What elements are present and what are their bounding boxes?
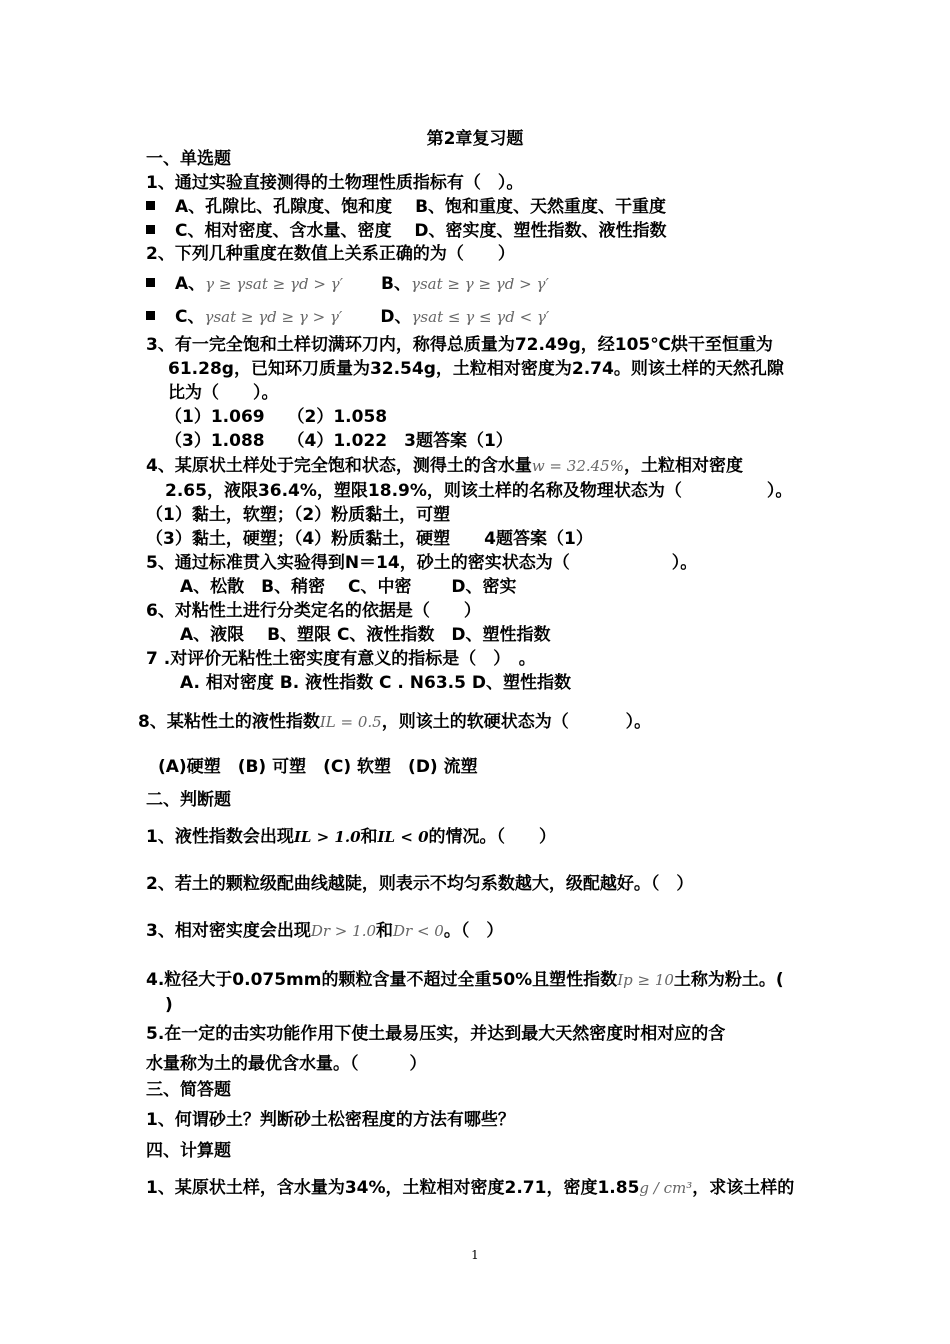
question-2: 2、下列几种重度在数值上关系正确的为（ ） [146, 244, 515, 264]
judgement-1: 1、液性指数会出现IL > 1.0和IL < 0的情况。（ ） [146, 827, 557, 847]
bullet-icon [146, 311, 155, 320]
question-4-options-2: （3）黏土，硬塑；（4）粉质黏土，硬塑 4题答案（1） [146, 529, 593, 549]
question-6: 6、对粘性土进行分类定名的依据是（ ） [146, 601, 481, 621]
question-3-options-1: （1）1.069 （2）1.058 [165, 407, 388, 427]
section-heading-single-choice: 一、单选题 [146, 149, 231, 169]
bullet-icon [146, 201, 155, 210]
question-3-options-2: （3）1.088 （4）1.022 3题答案（1） [165, 431, 513, 451]
section-heading-calculation: 四、计算题 [146, 1141, 231, 1161]
section-heading-true-false: 二、判断题 [146, 790, 231, 810]
question-1: 1、通过实验直接测得的土物理性质指标有（ ）。 [146, 173, 524, 193]
bullet-icon [146, 278, 155, 287]
question-4-line-1: 4、某原状土样处于完全饱和状态，测得土的含水量w = 32.45%，土粒相对密度 [146, 456, 743, 476]
short-answer-1: 1、何谓砂土？判断砂土松密程度的方法有哪些？ [146, 1110, 515, 1130]
calculation-1: 1、某原状土样，含水量为34%，土粒相对密度2.71，密度1.85g / cm³，求该土样的 [146, 1178, 795, 1198]
judgement-3: 3、相对密实度会出现Dr > 1.0和Dr < 0。（ ） [146, 921, 504, 941]
question-1-option-ab: A、孔隙比、孔隙度、饱和度 B、饱和重度、天然重度、干重度 [146, 196, 666, 218]
question-8-options: (A)硬塑 (B) 可塑 (C) 软塑 (D) 流塑 [158, 757, 478, 777]
page-title: 第2章复习题 [426, 129, 524, 149]
question-2-option-cd: C、γsat ≥ γd ≥ γ > γ′ D、γsat ≤ γ ≤ γd < γ′ [146, 306, 549, 328]
question-3-line-2: 61.28g，已知环刀质量为32.54g，土粒相对密度为2.74。则该土样的天然孔隙 [168, 359, 784, 379]
question-3-line-1: 3、有一完全饱和土样切满环刀内，称得总质量为72.49g，经105℃烘干至恒重为 [146, 335, 773, 355]
question-7: 7 .对评价无粘性土密实度有意义的指标是（ ） 。 [146, 649, 536, 669]
judgement-5-line-1: 5.在一定的击实功能作用下使土最易压实，并达到最大天然密度时相对应的含 [146, 1024, 726, 1044]
judgement-5-line-2: 水量称为土的最优含水量。（ ） [146, 1054, 427, 1074]
section-heading-short-answer: 三、简答题 [146, 1080, 231, 1100]
question-8: 8、某粘性土的液性指数IL = 0.5，则该土的软硬状态为（ ）。 [138, 712, 652, 732]
question-5: 5、通过标准贯入实验得到N＝14，砂土的密实状态为（ ）。 [146, 553, 698, 573]
judgement-2: 2、若土的颗粒级配曲线越陡，则表示不均匀系数越大，级配越好。（ ） [146, 874, 694, 894]
page-number: 1 [471, 1248, 479, 1262]
question-7-options: A. 相对密度 B. 液性指数 C . N63.5 D、塑性指数 [180, 673, 571, 693]
judgement-4: 4.粒径大于0.075mm的颗粒含量不超过全重50%且塑性指数Ip ≥ 10土称为粉土。( [146, 970, 784, 990]
question-4-line-2: 2.65，液限36.4%，塑限18.9%，则该土样的名称及物理状态为（ ）。 [165, 481, 793, 501]
question-2-option-ab: A、γ ≥ γsat ≥ γd > γ′ B、γsat ≥ γ ≥ γd > γ′ [146, 273, 549, 295]
question-1-option-cd: C、相对密度、含水量、密度 D、密实度、塑性指数、液性指数 [146, 220, 667, 242]
judgement-4-line-2: ) [165, 995, 173, 1015]
question-4-options-1: （1）黏土，软塑；（2）粉质黏土，可塑 [146, 505, 451, 525]
question-3-line-3: 比为（ ）。 [168, 383, 279, 403]
bullet-icon [146, 225, 155, 234]
question-6-options: A、液限 B、塑限 C、液性指数 D、塑性指数 [180, 625, 551, 645]
question-5-options: A、松散 B、稍密 C、中密 D、密实 [180, 577, 517, 597]
